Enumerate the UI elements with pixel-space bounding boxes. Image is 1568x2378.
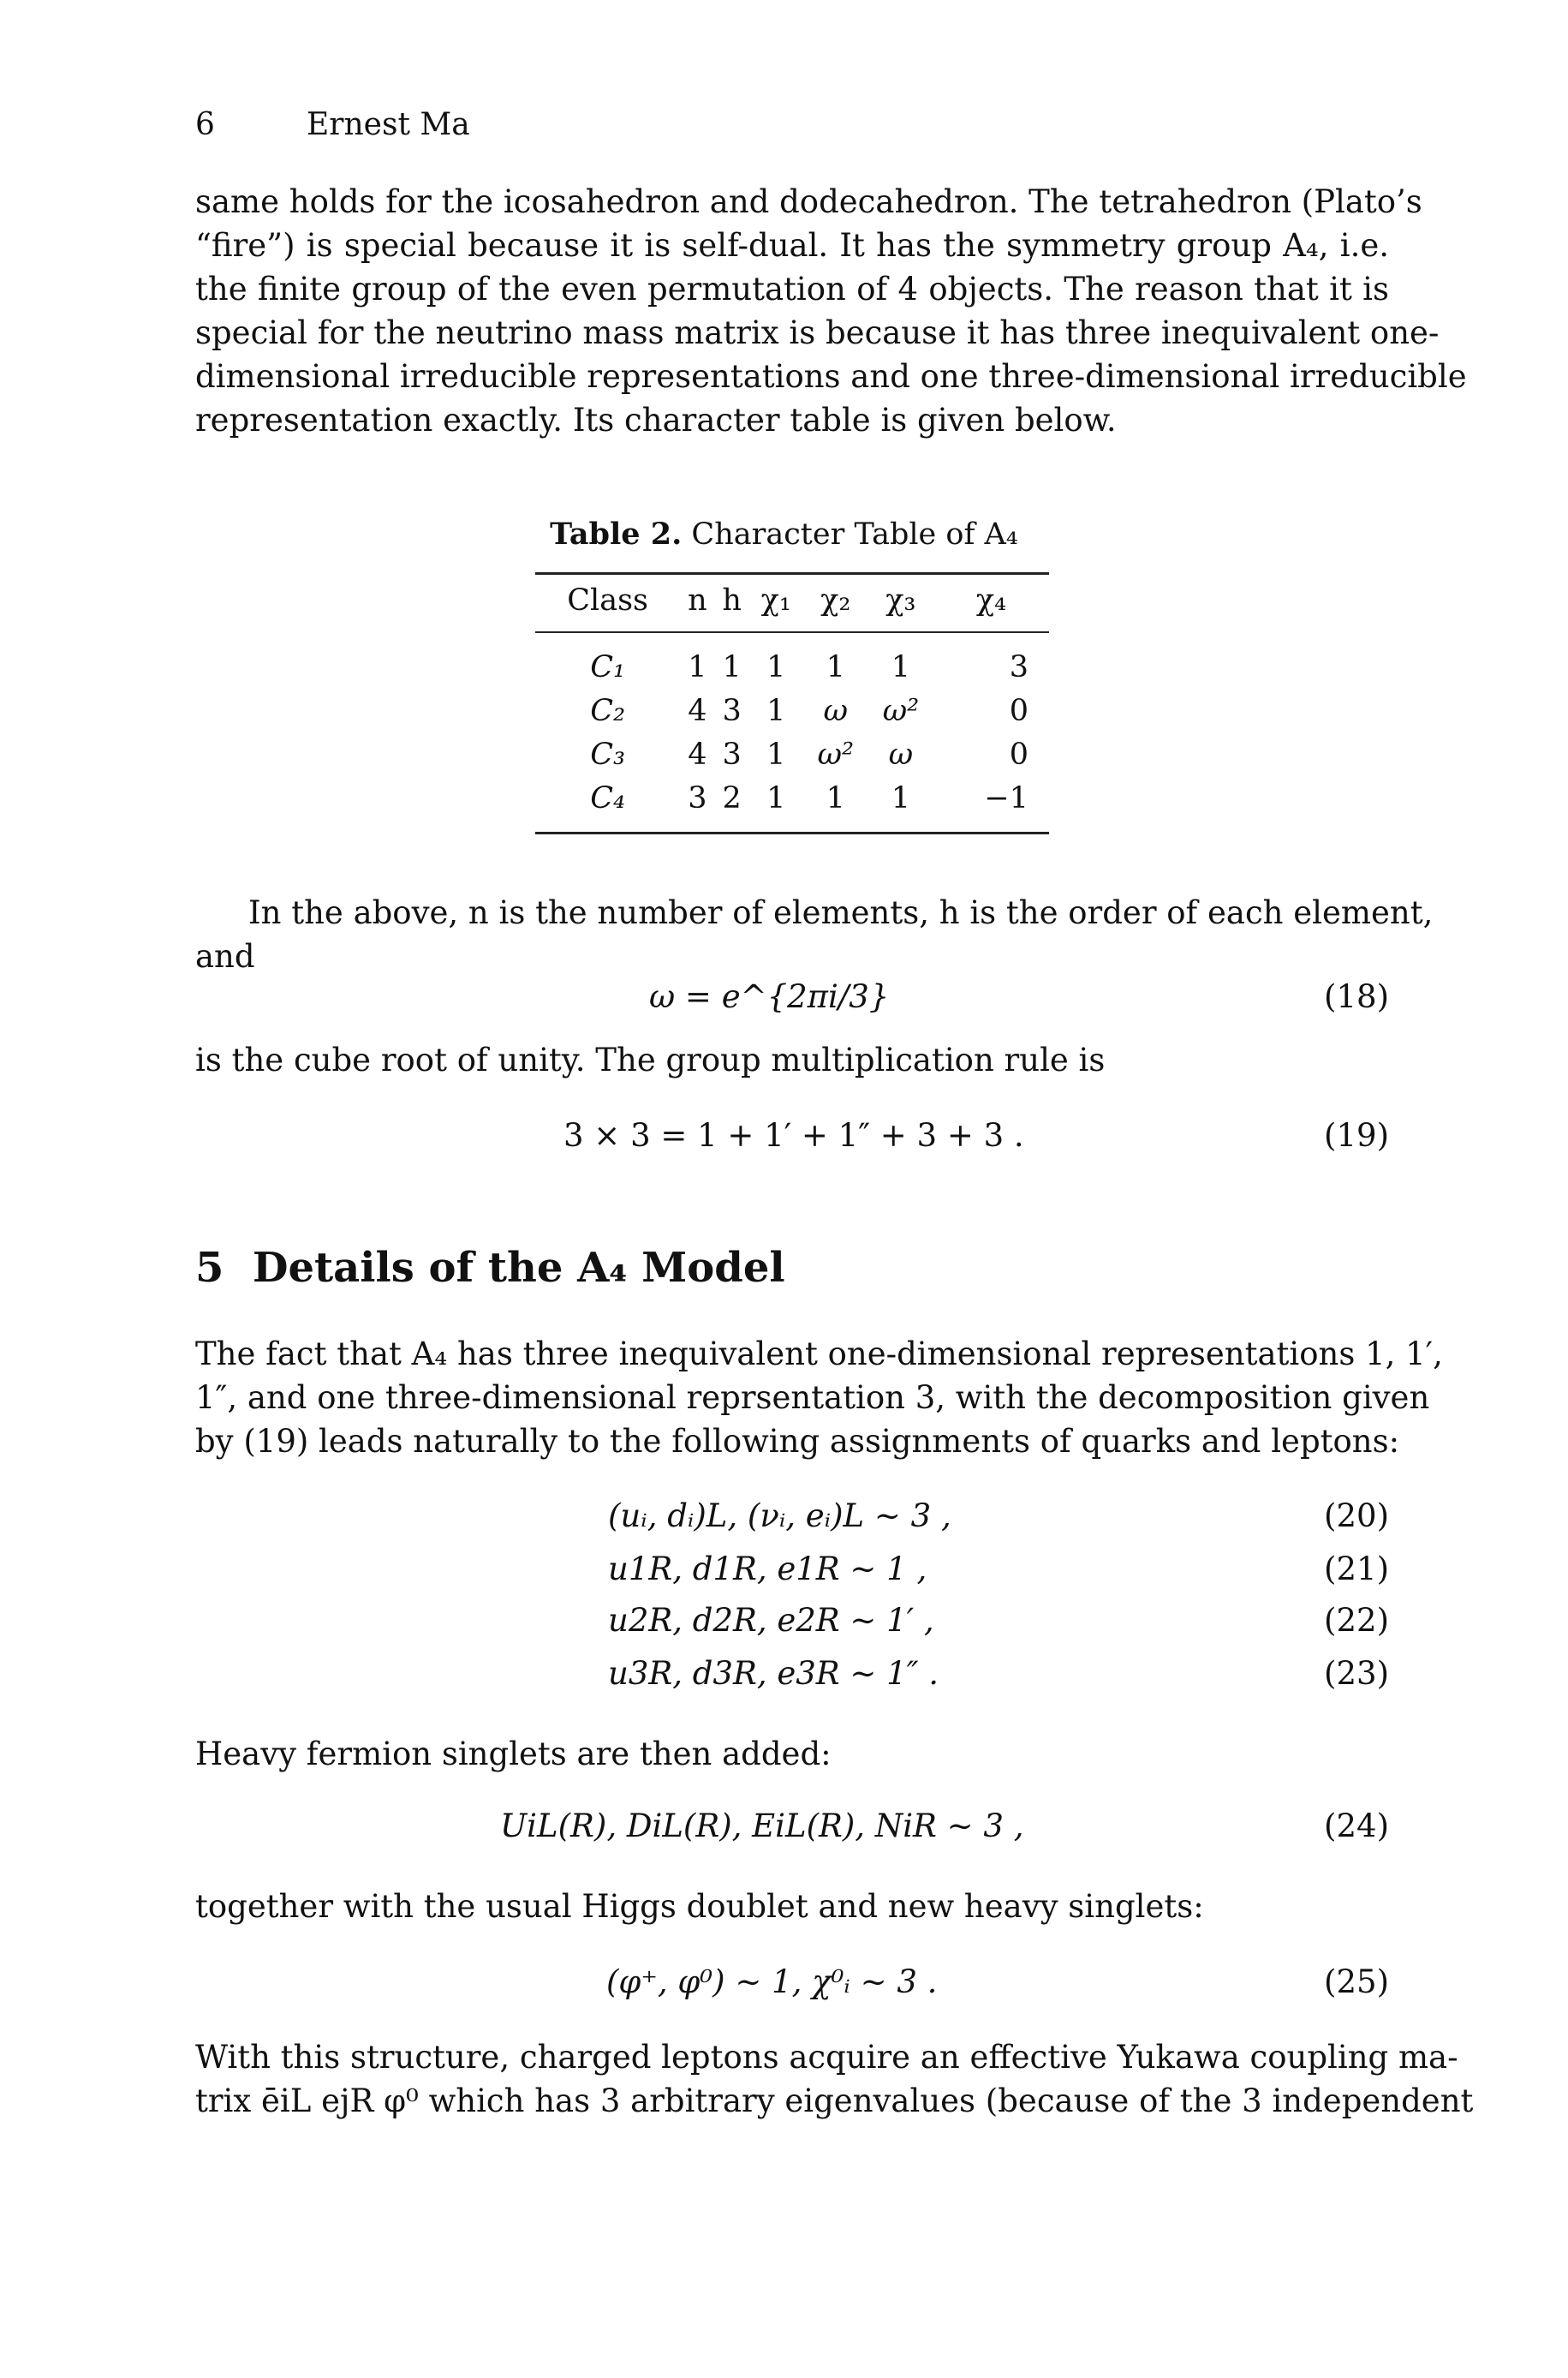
header-h: h xyxy=(715,574,749,633)
table-row xyxy=(535,732,1049,776)
text-line: The fact that A₄ has three inequivalent one-dimensional representations 1, 1′, xyxy=(195,1335,1443,1372)
equation-25 xyxy=(195,1963,1389,2008)
paragraph-higgs xyxy=(195,1885,1389,1928)
cell: 3 xyxy=(722,737,742,772)
equation-body: 3 × 3 = 1 + 1′ + 1″ + 3 + 3 . xyxy=(563,1117,1024,1154)
equation-number: (19) xyxy=(1324,1117,1389,1154)
running-header xyxy=(195,107,470,142)
text-line: together with the usual Higgs doublet and new heavy singlets: xyxy=(195,1888,1204,1925)
text-line: With this structure, charged leptons acquire an effective Yukawa coupling ma- xyxy=(195,2039,1458,2076)
cell: 4 xyxy=(688,693,707,728)
cell: −1 xyxy=(933,776,1049,833)
intro-line: same holds for the icosahedron and dodecahedron. The tetrahedron (Plato’s xyxy=(195,183,1422,220)
section-number: 5 xyxy=(195,1244,224,1292)
equation-body: (uᵢ, dᵢ)L, (νᵢ, eᵢ)L ∼ 3 , xyxy=(608,1497,951,1534)
section-title: Details of the A₄ Model xyxy=(252,1244,785,1292)
cell: 1 xyxy=(868,776,933,833)
paragraph-final xyxy=(195,2035,1474,2123)
text-line: and xyxy=(195,938,255,975)
cell-class: C₁ xyxy=(590,649,626,684)
cell-class: C₃ xyxy=(590,737,626,772)
table-caption-text: Character Table of A₄ xyxy=(691,517,1018,552)
header-chi4: χ₄ xyxy=(933,574,1049,633)
cell: ω xyxy=(823,693,849,728)
equation-number: (21) xyxy=(1324,1550,1389,1587)
equation-number: (23) xyxy=(1324,1655,1389,1692)
cell: 1 xyxy=(749,776,803,833)
text-line: In the above, n is the number of elements, h is the order of each element, xyxy=(248,894,1434,931)
header-n: n xyxy=(680,574,714,633)
equation-18 xyxy=(195,978,1389,1023)
cell-class: C₂ xyxy=(590,693,626,728)
section-paragraph xyxy=(195,1332,1443,1463)
text-line: by (19) leads naturally to the following assignments of quarks and leptons: xyxy=(195,1423,1400,1460)
text-line: Heavy fermion singlets are then added: xyxy=(195,1736,832,1772)
intro-line: representation exactly. Its character table is given below. xyxy=(195,402,1117,439)
cell: ω² xyxy=(882,693,920,728)
cell: 1 xyxy=(766,649,786,684)
page-number: 6 xyxy=(195,107,215,142)
cell: ω² xyxy=(817,737,855,772)
equation-19 xyxy=(195,1117,1389,1162)
cell: ω xyxy=(888,737,914,772)
paragraph-heavy-singlets xyxy=(195,1732,1389,1776)
cell: 1 xyxy=(766,693,786,728)
running-author: Ernest Ma xyxy=(307,107,470,142)
header-chi3: χ₃ xyxy=(868,574,933,633)
equation-body: u2R, d2R, e2R ∼ 1′ , xyxy=(608,1602,934,1639)
text-line: 1″, and one three-dimensional reprsentation 3, with the decomposition given xyxy=(195,1379,1430,1416)
equation-22 xyxy=(195,1602,1389,1646)
section-heading xyxy=(195,1244,785,1292)
paragraph-after-table xyxy=(195,891,1434,978)
cell: 0 xyxy=(1009,737,1028,772)
intro-line: special for the neutrino mass matrix is because it has three inequivalent one- xyxy=(195,314,1440,351)
equation-body: (φ⁺, φ⁰) ∼ 1, χ⁰ᵢ ∼ 3 . xyxy=(606,1963,938,2000)
table-row xyxy=(535,689,1049,732)
table-row xyxy=(535,776,1049,833)
cell: 3 xyxy=(680,776,714,833)
table-caption xyxy=(0,517,1568,552)
text-line: trix ēiL ejR φ⁰ which has 3 arbitrary eigenvalues (because of the 3 independent xyxy=(195,2082,1474,2119)
cell: 1 xyxy=(722,649,742,684)
cell: 1 xyxy=(766,737,786,772)
equation-number: (25) xyxy=(1324,1963,1389,2000)
character-table xyxy=(535,572,1049,834)
equation-body: u3R, d3R, e3R ∼ 1″ . xyxy=(608,1655,939,1692)
table-row xyxy=(535,632,1049,689)
intro-line: the finite group of the even permutation of 4 objects. The reason that it is xyxy=(195,271,1389,308)
equation-body: u1R, d1R, e1R ∼ 1 , xyxy=(608,1550,927,1587)
header-class: Class xyxy=(535,574,680,633)
cell: 3 xyxy=(722,693,742,728)
intro-line: “fire”) is special because it is self-dual. It has the symmetry group A₄, i.e. xyxy=(195,227,1389,264)
cell: 1 xyxy=(688,649,707,684)
cell: 0 xyxy=(1009,693,1028,728)
equation-20 xyxy=(195,1497,1389,1542)
cell: 1 xyxy=(826,649,845,684)
equation-body: ω = e^{2πi/3} xyxy=(649,978,890,1015)
equation-24 xyxy=(195,1807,1389,1852)
cell: 2 xyxy=(715,776,749,833)
intro-line: dimensional irreducible representations and one three-dimensional irreducible xyxy=(195,358,1467,395)
table-header-row xyxy=(535,574,1049,633)
equation-number: (18) xyxy=(1324,978,1389,1015)
text-line: is the cube root of unity. The group multiplication rule is xyxy=(195,1042,1106,1078)
equation-23 xyxy=(195,1655,1389,1700)
equation-number: (20) xyxy=(1324,1497,1389,1534)
equation-number: (22) xyxy=(1324,1602,1389,1639)
equation-body: UiL(R), DiL(R), EiL(R), NiR ∼ 3 , xyxy=(500,1807,1024,1844)
cell: 1 xyxy=(891,649,910,684)
cell: 4 xyxy=(688,737,707,772)
table-caption-label: Table 2. xyxy=(550,517,683,552)
paragraph-cube-root xyxy=(195,1038,1389,1082)
equation-number: (24) xyxy=(1324,1807,1389,1844)
cell: 3 xyxy=(1009,649,1028,684)
header-chi2: χ₂ xyxy=(803,574,868,633)
equation-21 xyxy=(195,1550,1389,1595)
intro-paragraph xyxy=(195,180,1467,442)
cell: 1 xyxy=(803,776,868,833)
cell-class: C₄ xyxy=(535,776,680,833)
header-chi1: χ₁ xyxy=(749,574,803,633)
